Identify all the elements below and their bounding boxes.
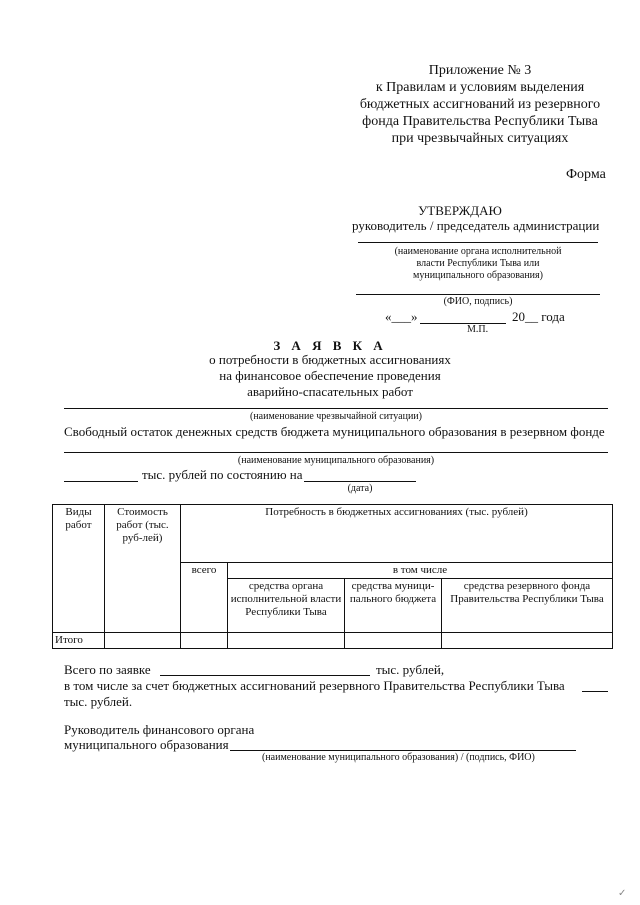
date-month-line — [420, 323, 506, 324]
signature-line — [230, 750, 576, 751]
header-need: Потребность в бюджетных ассигнованиях (тыс. рублей) — [181, 505, 613, 563]
table-row-total — [53, 633, 613, 649]
approve-position: руководитель / председатель администрации — [352, 218, 600, 233]
date-year: 20__ года — [512, 309, 565, 324]
row-total-label: Итого — [53, 633, 105, 649]
table-cell — [345, 633, 442, 649]
signature-line-2: муниципального образования — [64, 737, 229, 752]
org-line — [358, 242, 598, 243]
annex-line: бюджетных ассигнований из резервного — [359, 97, 601, 112]
subtitle-line: о потребности в бюджетных ассигнованиях — [209, 352, 451, 367]
header-total: всего — [181, 563, 228, 633]
totals-all-unit: тыс. рублей, — [376, 662, 445, 677]
totals-reserve-unit: тыс. рублей. — [64, 694, 133, 709]
corner-mark: ✓ — [618, 888, 627, 899]
header-org-funds: средства органа исполнительной власти Республики Тыва — [228, 579, 345, 633]
balance-text: Свободный остаток денежных средств бюджета муниципального образования в резервном фонде — [64, 424, 605, 439]
table-cell — [228, 633, 345, 649]
totals-all-label: Всего по заявке — [64, 662, 151, 677]
document-subtitle — [150, 352, 510, 400]
header-work-types: Виды работ — [53, 505, 105, 633]
table-cell — [105, 633, 181, 649]
signature-caption: (наименование муниципального образования) / (подпись, ФИО) — [262, 752, 535, 763]
annex-line: к Правилам и условиям выделения — [375, 80, 585, 95]
fio-line — [356, 294, 600, 295]
as-of-date-line — [304, 481, 416, 482]
org-caption-line: (наименование органа исполнительной — [394, 246, 562, 257]
annex-block — [330, 62, 630, 147]
date-caption: (дата) — [347, 483, 373, 494]
header-reserve-funds: средства резервного фонда Правительства Республики Тыва — [442, 579, 613, 633]
municipality-line — [64, 452, 608, 453]
totals-reserve-line — [582, 691, 608, 692]
date-day: «___» — [385, 309, 418, 324]
table-cell — [442, 633, 613, 649]
totals-reserve-text: в том числе за счет бюджетных ассигнований резервного Правительства Республики Тыва — [64, 678, 565, 693]
annex-line: при чрезвычайных ситуациях — [391, 131, 569, 146]
stamp-label: М.П. — [467, 324, 489, 335]
annex-line: фонда Правительства Республики Тыва — [362, 114, 598, 129]
header-municipal-funds: средства муници-пального бюджета — [345, 579, 442, 633]
header-including: в том числе — [228, 563, 613, 579]
signature-line-1: Руководитель финансового органа — [64, 722, 255, 737]
header-cost: Стоимость работ (тыс. руб-лей) — [105, 505, 181, 633]
subtitle-line: аварийно-спасательных работ — [247, 384, 413, 399]
fio-caption: (ФИО, подпись) — [443, 296, 513, 307]
amount-text: тыс. рублей по состоянию на — [142, 467, 303, 482]
annex-line: Приложение № 3 — [428, 63, 532, 78]
emergency-caption: (наименование чрезвычайной ситуации) — [250, 411, 422, 422]
table-cell — [181, 633, 228, 649]
form-label: Форма — [566, 167, 606, 182]
org-caption — [360, 246, 596, 282]
approve-title: УТВЕРЖДАЮ — [418, 203, 502, 218]
amount-line — [64, 481, 138, 482]
org-caption-line: власти Республики Тыва или — [416, 258, 540, 269]
totals-all-line — [160, 675, 370, 676]
document-title: З А Я В К А — [273, 338, 387, 353]
org-caption-line: муниципального образования) — [413, 270, 543, 281]
requirements-table — [52, 504, 613, 649]
municipality-caption: (наименование муниципального образования) — [237, 455, 435, 466]
subtitle-line: на финансовое обеспечение проведения — [219, 368, 441, 383]
emergency-line — [64, 408, 608, 409]
